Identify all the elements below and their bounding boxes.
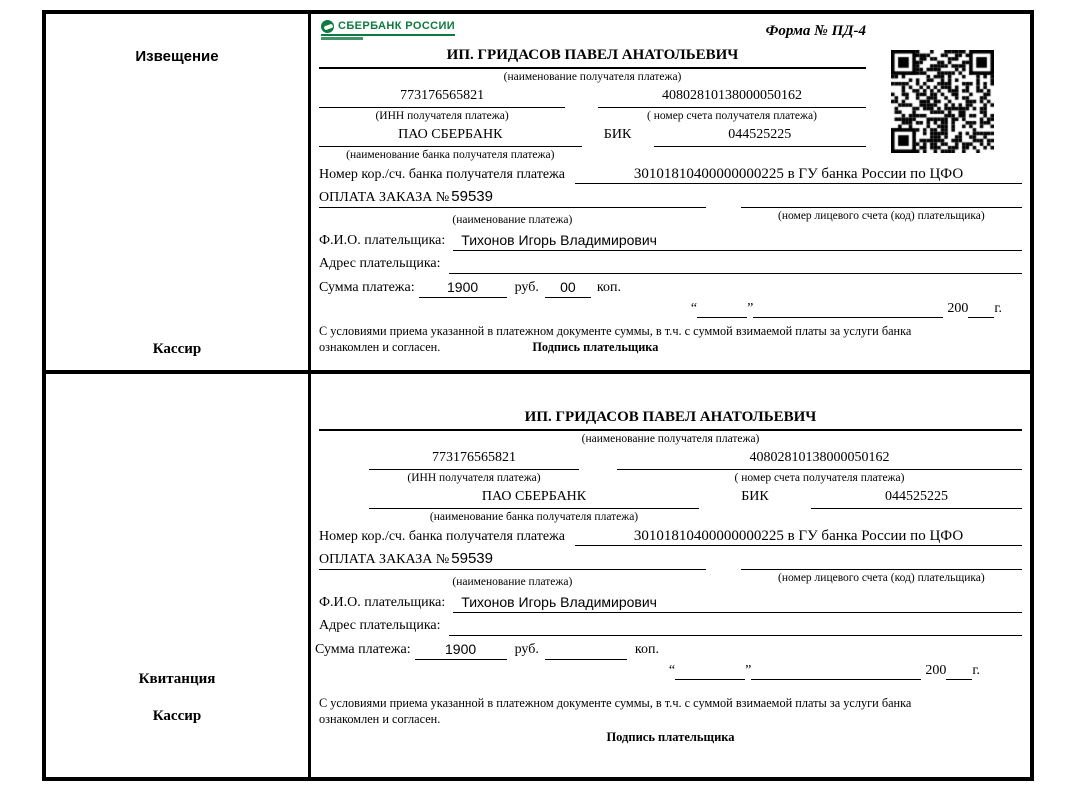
bank-name-field[interactable]: ПАО СБЕРБАНК [319,127,582,147]
payer-name-field[interactable]: Тихонов Игорь Владимирович [453,232,1022,251]
payment-purpose-label: (наименование платежа) [452,575,573,588]
date-month-field[interactable] [751,665,921,680]
inn-label: (ИНН получателя платежа) [407,471,541,484]
bik-label: БИК [603,126,632,142]
agreement-line1: С условиями приема указанной в платежном документе суммы, в т.ч. с суммой взимаемой платы за услуги банка [319,695,912,710]
quote-close: ” [745,662,752,678]
bik-field[interactable]: 044525225 [654,127,866,147]
quote-open: “ [690,300,698,316]
form-number-label: Форма № ПД-4 [765,23,866,39]
receipt-cashier-label: Кассир [152,708,202,724]
year-suffix: г. [972,662,980,678]
receipt-main-area [311,374,1030,777]
order-number[interactable]: 59539 [451,188,493,206]
rub-label: руб. [514,641,539,657]
year-prefix: 200 [947,300,969,316]
date-day-field[interactable] [697,303,747,318]
section-notice [46,14,1030,374]
payee-name: ИП. ГРИДАСОВ ПАВЕЛ АНАТОЛЬЕВИЧ [319,408,1022,431]
payer-address-field[interactable] [449,634,1022,636]
amount-label: Сумма платежа: [315,641,411,657]
amount-rub-field[interactable]: 1900 [419,279,507,298]
payer-name-label: Ф.И.О. плательщика: [319,595,446,611]
date-row [319,301,1002,318]
payer-name-label: Ф.И.О. плательщика: [319,233,446,249]
kop-label: коп. [596,279,621,295]
payer-signature-label: Подпись плательщика [606,730,735,745]
amount-rub-field[interactable]: 1900 [415,641,507,660]
order-number[interactable]: 59539 [451,550,493,568]
receipt-title: Квитанция [138,671,216,687]
payer-address-label: Адрес плательщика: [319,618,441,634]
corr-account-field[interactable]: 30101810400000000225 в ГУ банка России по ЦФО [575,527,1022,546]
sberbank-logo-icon [321,20,334,33]
rub-label: руб. [514,279,539,295]
payment-purpose-field[interactable] [319,188,706,208]
bank-name-label: (наименование банка получателя платежа) [429,510,639,523]
date-month-field[interactable] [753,303,943,318]
date-year-field[interactable] [946,665,972,680]
account-field[interactable]: 40802810138000050162 [617,450,1022,470]
notice-main-area [311,14,1030,370]
notice-cashier-label: Кассир [152,341,202,357]
agreement-line1: С условиями приема указанной в платежном документе суммы, в т.ч. с суммой взимаемой платы за услуги банка [319,323,912,338]
personal-account-caption: (номер лицевого счета (код) плательщика) [778,572,985,585]
personal-account-field[interactable] [741,552,1022,570]
account-label: ( номер счета получателя платежа) [647,109,817,122]
sberbank-logo-text: СБЕРБАНК РОССИИ [338,20,456,32]
payee-name-label: (наименование получателя платежа) [581,433,760,445]
payer-signature-label: Подпись плательщика [532,339,659,354]
corr-account-field[interactable]: 30101810400000000225 в ГУ банка России по ЦФО [575,165,1022,184]
inn-label: (ИНН получателя платежа) [375,109,509,122]
date-day-field[interactable] [675,665,745,680]
inn-field[interactable]: 773176565821 [319,88,565,108]
year-suffix: г. [994,300,1002,316]
personal-account-field[interactable] [741,190,1022,208]
agreement-line2: ознакомлен и согласен. [319,711,441,726]
bik-label: БИК [741,488,769,504]
date-row [319,663,980,680]
date-year-field[interactable] [968,303,994,318]
account-label: ( номер счета получателя платежа) [734,471,905,484]
bank-name-field[interactable]: ПАО СБЕРБАНК [369,489,699,509]
inn-field[interactable]: 773176565821 [369,450,579,470]
amount-label: Сумма платежа: [319,279,415,295]
corr-account-label: Номер кор./сч. банка получателя платежа [319,166,565,182]
payer-name-field[interactable]: Тихонов Игорь Владимирович [453,594,1022,613]
bik-field[interactable]: 044525225 [811,489,1022,509]
payment-purpose-prefix: ОПЛАТА ЗАКАЗА № [319,189,450,205]
payee-name: ИП. ГРИДАСОВ ПАВЕЛ АНАТОЛЬЕВИЧ [319,46,866,69]
personal-account-caption: (номер лицевого счета (код) плательщика) [778,210,985,223]
payment-purpose-field[interactable] [319,550,706,570]
notice-title: Извещение [135,48,219,65]
corr-account-label: Номер кор./сч. банка получателя платежа [319,528,565,544]
section-receipt [46,374,1030,777]
receipt-side-column [46,374,311,777]
amount-kop-field[interactable]: 00 [545,279,591,298]
payee-name-label: (наименование получателя платежа) [503,71,682,83]
payment-purpose-label: (наименование платежа) [452,213,573,226]
notice-side-column [46,14,311,370]
quote-close: ” [747,300,754,316]
qr-code [891,50,994,153]
agreement-line2: ознакомлен и согласен. [319,339,441,354]
account-field[interactable]: 40802810138000050162 [598,88,866,108]
sberbank-logo [321,20,455,40]
payer-address-field[interactable] [449,272,1022,274]
payment-purpose-prefix: ОПЛАТА ЗАКАЗА № [319,551,450,567]
sberbank-logo-tagline-bar [321,37,363,40]
kop-label: коп. [634,641,659,657]
quote-open: “ [668,662,676,678]
amount-kop-field[interactable] [545,643,627,660]
year-prefix: 200 [925,662,947,678]
form-outer-border [42,10,1034,781]
payer-address-label: Адрес плательщика: [319,256,441,272]
bank-name-label: (наименование банка получателя платежа) [346,148,555,161]
